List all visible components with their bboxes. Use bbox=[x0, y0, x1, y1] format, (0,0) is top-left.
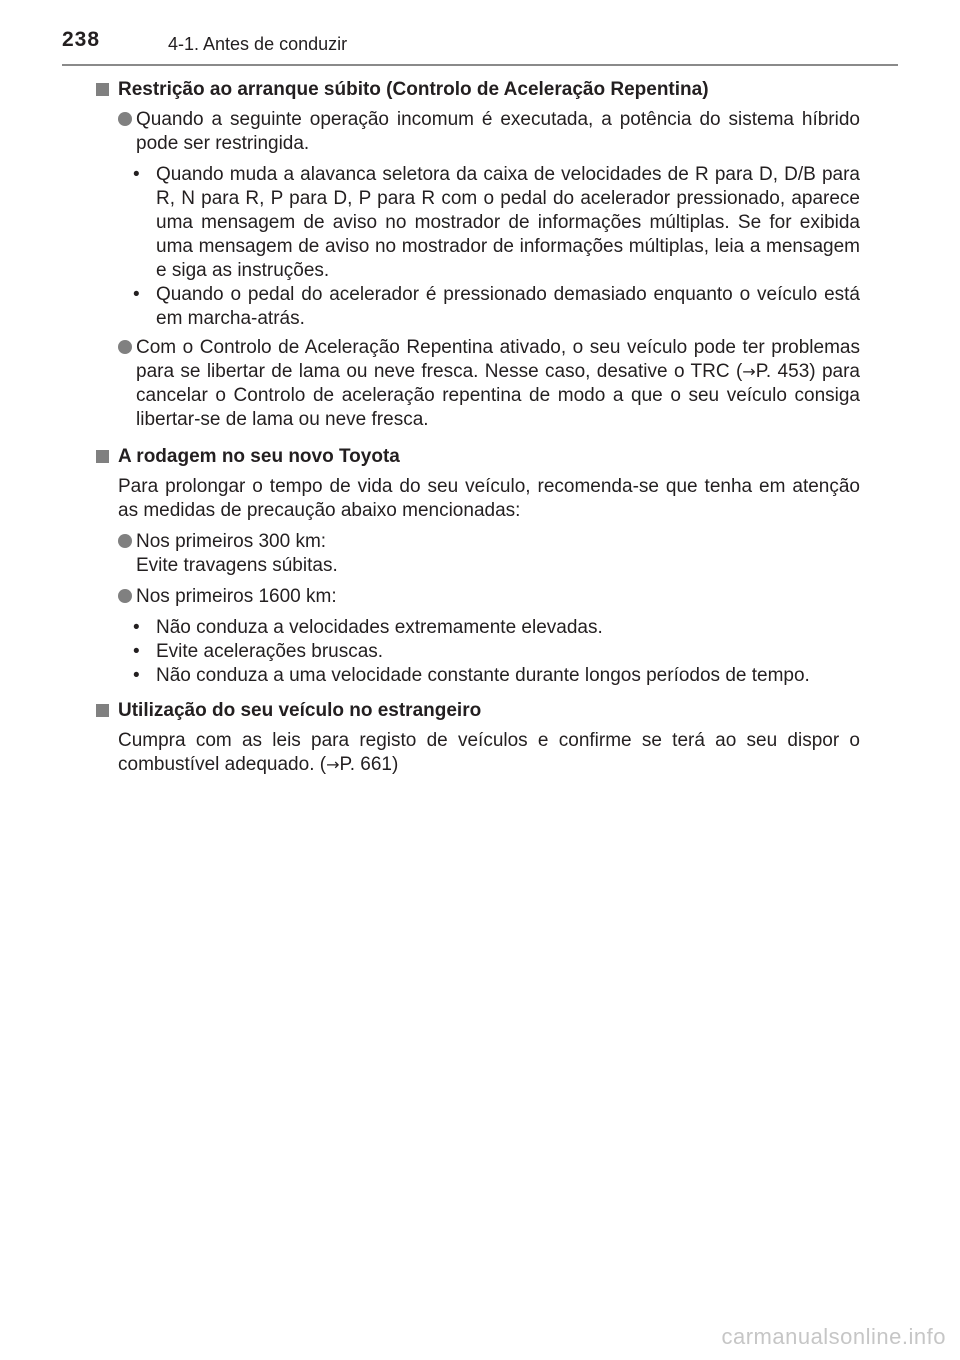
square-bullet-icon bbox=[96, 450, 109, 463]
list-item: Com o Controlo de Aceleração Repentina ativado, o seu veículo pode ter problemas para se libertar de lama ou neve fresca. Nesse caso, desative o TRC (→P. 453) para cancelar o Controlo de aceleração repentina de modo a que o seu veículo consiga libertar-se de lama ou neve fresca. bbox=[96, 336, 860, 432]
arrow-icon: → bbox=[326, 755, 340, 774]
square-bullet-icon bbox=[96, 704, 109, 717]
sub-list-item: • Não conduza a velocidades extremamente elevadas. bbox=[133, 617, 603, 638]
section-heading: Utilização do seu veículo no estrangeiro bbox=[96, 699, 860, 723]
bullet-icon: • bbox=[133, 641, 140, 662]
section-title: 4-1. Antes de conduzir bbox=[168, 34, 348, 54]
sub-list-item: • Quando o pedal do acelerador é pressionado demasiado enquanto o veículo está em marcha-atrás. bbox=[133, 284, 860, 329]
square-bullet-icon bbox=[96, 83, 109, 96]
sub-list-item: • Quando muda a alavanca seletora da caixa de velocidades de R para D, D/B para R, N para R, P para D, P para R com o pedal do acelerador pressionado, aparece uma mensagem de aviso no mostrador de informações múltiplas. Se for exibida uma mensagem de aviso no mostrador de informações múltiplas, leia a mensagem e siga as instruções. bbox=[133, 164, 860, 281]
circle-bullet-icon bbox=[118, 112, 132, 126]
circle-bullet-icon bbox=[118, 340, 132, 354]
page-header bbox=[62, 28, 912, 58]
header-divider bbox=[62, 64, 898, 66]
sub-list-item: • Não conduza a uma velocidade constante durante longos períodos de tempo. bbox=[133, 665, 810, 686]
list-item: Quando a seguinte operação incomum é executada, a potência do sistema híbrido pode ser restringida. bbox=[96, 108, 860, 156]
bullet-icon: • bbox=[133, 164, 140, 185]
section-heading: A rodagem no seu novo Toyota bbox=[96, 445, 860, 469]
section-heading: Restrição ao arranque súbito (Controlo de Aceleração Repentina) bbox=[96, 78, 860, 102]
sub-list bbox=[96, 163, 860, 331]
bullet-icon: • bbox=[133, 665, 140, 686]
paragraph: Cumpra com as leis para registo de veículos e confirme se terá ao seu dispor o combustível adequado. (→P. 661) bbox=[118, 730, 860, 775]
bullet-icon: • bbox=[133, 617, 140, 638]
watermark: carmanualsonline.info bbox=[721, 1324, 946, 1349]
page-content bbox=[96, 78, 860, 784]
list-item: Nos primeiros 1600 km: bbox=[96, 585, 860, 609]
bullet-icon: • bbox=[133, 284, 140, 305]
page-number: 238 bbox=[62, 28, 101, 51]
sub-list bbox=[96, 616, 860, 688]
circle-bullet-icon bbox=[118, 589, 132, 603]
paragraph: Para prolongar o tempo de vida do seu veículo, recomenda-se que tenha em atenção as medidas de precaução abaixo mencionadas: bbox=[118, 476, 860, 521]
list-item: Nos primeiros 300 km: Evite travagens súbitas. bbox=[96, 530, 860, 578]
arrow-icon: → bbox=[742, 362, 756, 381]
circle-bullet-icon bbox=[118, 534, 132, 548]
sub-list-item: • Evite acelerações bruscas. bbox=[133, 641, 384, 662]
